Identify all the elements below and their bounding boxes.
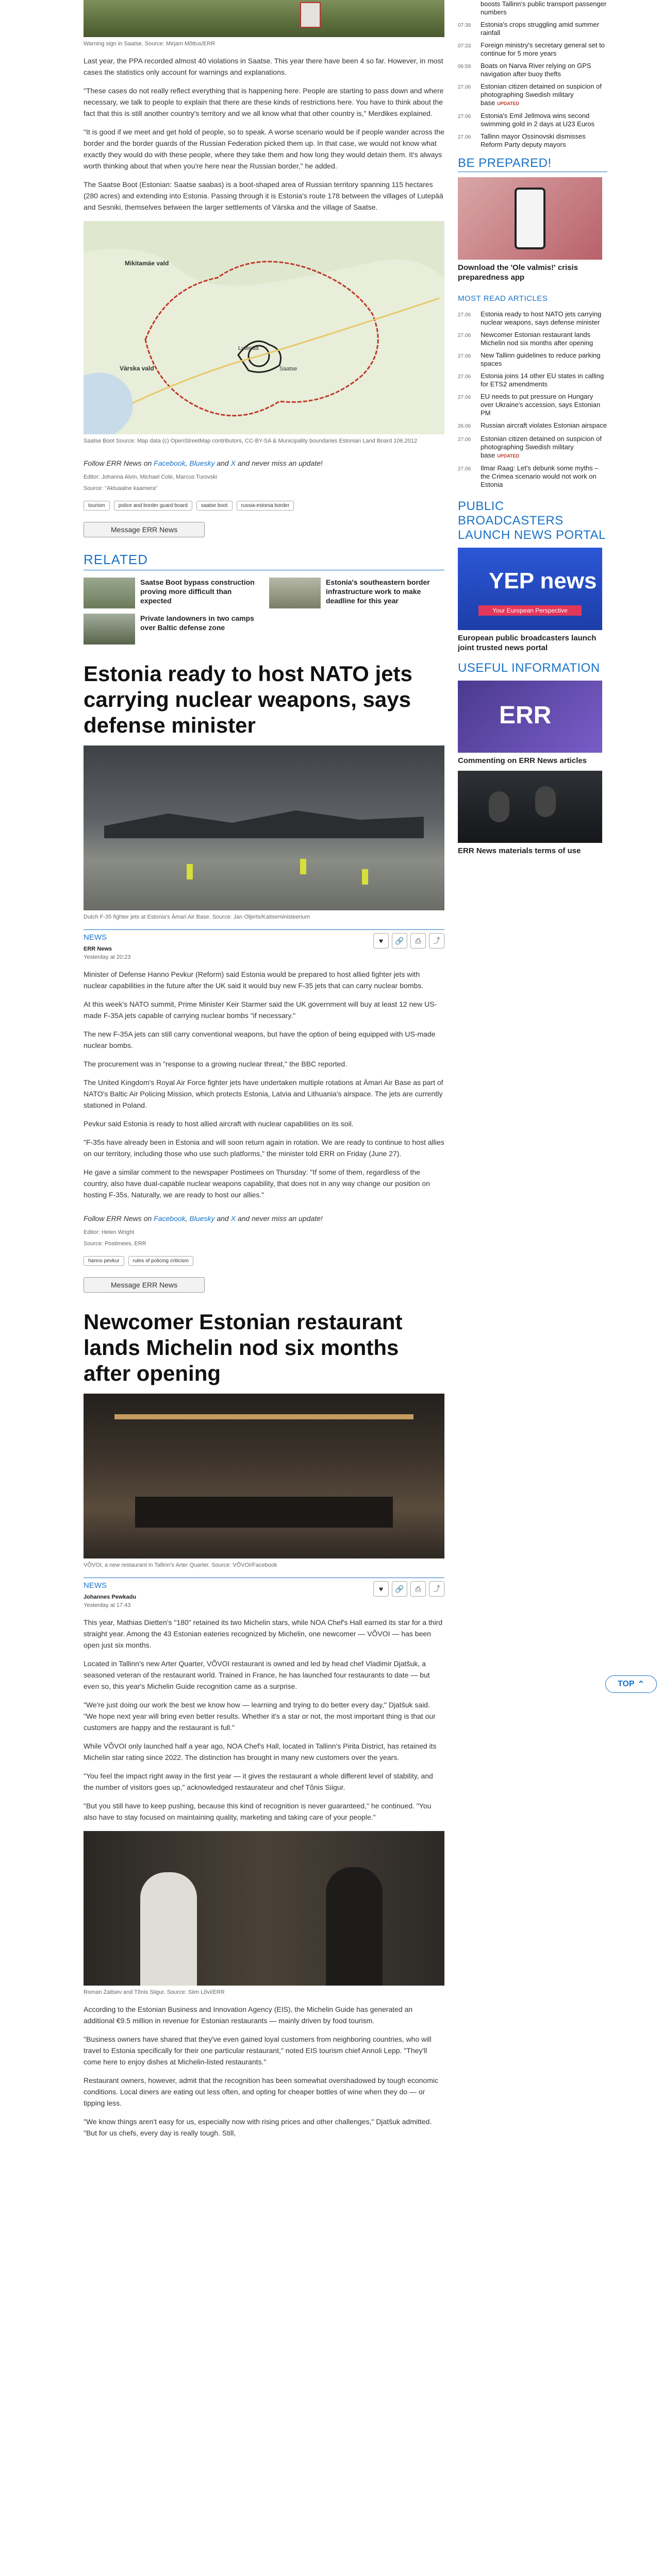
article-title[interactable]: Estonia ready to host NATO jets carrying nuclear weapons, says defense minister [84, 662, 412, 737]
paragraph: This year, Mathias Dietten's "180" retained its two Michelin stars, while NOA Chef's Hall earned its star for a third straight year. Among the 43 Estonian eateries recognized by Michelin, one newcomer — VÕVOI — has been open just six months. [84, 1618, 443, 1649]
paragraph: He gave a similar comment to the newspaper Postimees on Thursday: "If some of them, regardless of the country, also have dual-capable nuclear weapons capability, that does not in any way change our position on hosting F-35s. Naturally, we are ready to host our allies." [84, 1168, 430, 1199]
item-time: 27.06 [458, 84, 471, 90]
follow-text: and never miss an update! [235, 1214, 323, 1223]
paragraph: "We know things aren't easy for us, especially now with rising prices and other challenges," Djatšuk admitted. "But for us chefs, every day is really tough. Still, [84, 2117, 432, 2137]
facebook-link[interactable]: Facebook [154, 1214, 186, 1223]
item-title[interactable]: Estonia joins 14 other EU states in calling for ETS2 amendments [481, 372, 604, 388]
tag[interactable]: hanno pevkur [84, 1256, 124, 1266]
related-thumb [269, 578, 321, 608]
yep-logo: YEP news [489, 568, 597, 594]
most-read-heading: MOST READ ARTICLES [458, 294, 548, 303]
paragraph: "You feel the impact right away in the first year — it gives the restaurant a whole different level of stability, and the number of visitors goes up," acknowledged restaurateur and chef Tõnis Siigur. [84, 1772, 433, 1791]
link-icon[interactable]: 🔗 [392, 933, 407, 948]
public-broadcasters-heading: PUBLIC BROADCASTERS LAUNCH NEWS PORTAL [458, 499, 606, 542]
item-title[interactable]: Russian aircraft violates Estonian airspace [481, 421, 607, 429]
list-item[interactable] [458, 331, 607, 347]
sidebar [458, 0, 607, 856]
paragraph: "F-35s have already been in Estonia and will soon return again in rotation. We are ready to continue to host allies on our territory, including those who use such platforms," the minister told ERR on Friday (June 27). [84, 1138, 444, 1158]
paragraph: "We're just doing our work the best we know how — learning and trying to do better every day," Djatšuk said. "We hope next year will bring even better results. Whether it's a star or not, the most important thing is that our customers are happy and the restaurant is full." [84, 1701, 436, 1732]
related-item[interactable] [269, 578, 444, 608]
item-time: 27.06 [458, 114, 471, 120]
share-icons [373, 1581, 444, 1597]
paragraph: The procurement was in "response to a growing nuclear threat," the BBC reported. [84, 1060, 347, 1068]
chefs-photo [84, 1831, 444, 1986]
paragraph: While VÕVOI only launched half a year ago, NOA Chef's Hall, located in Tallinn's Pirita District, has retained its Michelin star rating since 2022. The distinction has brought in many new customers over the years. [84, 1742, 437, 1761]
related-item[interactable] [84, 614, 259, 645]
related-heading: RELATED [84, 552, 444, 570]
err-logo-image[interactable] [458, 681, 602, 753]
news-label[interactable]: NEWS [84, 933, 107, 942]
item-time: 27.06 [458, 466, 471, 472]
print-icon[interactable]: ⎙ [410, 1581, 426, 1597]
item-time [458, 0, 475, 16]
paragraph: According to the Estonian Business and Innovation Agency (EIS), the Michelin Guide has generated an additional €9.5 million in revenue for Estonian restaurants — mainly driven by food tourism. [84, 2005, 413, 2025]
map-svg [84, 221, 444, 434]
list-item[interactable] [458, 132, 607, 149]
facebook-link[interactable]: Facebook [154, 459, 186, 467]
public-broadcasters-title[interactable]: European public broadcasters launch joint trusted news portal [458, 634, 597, 652]
source-line: Source: "Aktuaalne kaamera" [84, 485, 158, 492]
source-line: Source: Postimees, ERR [84, 1241, 146, 1247]
item-text: Estonian citizen detained on suspicion of photographing Swedish military base [481, 435, 602, 459]
list-item[interactable] [458, 62, 607, 78]
list-item[interactable] [458, 310, 607, 327]
tag-list [84, 1256, 444, 1266]
item-time: 27.06 [458, 374, 471, 380]
item-title[interactable]: EU needs to put pressure on Hungary over Ukraine's accession, says Estonian PM [481, 393, 601, 417]
meta-left [84, 933, 130, 961]
list-item[interactable] [458, 112, 607, 128]
related-item[interactable] [84, 578, 259, 608]
list-item[interactable] [458, 41, 607, 58]
follow-text: Follow ERR News on [84, 1214, 154, 1223]
updated-badge: UPDATED [497, 453, 520, 459]
paragraph: At this week's NATO summit, Prime Minister Keir Starmer said the UK government will buy at least 12 new US-made F-35A jets capable of carrying nuclear bombs "if necessary." [84, 1000, 437, 1020]
share-icons [373, 933, 444, 948]
chevron-up-icon: ⌃ [637, 1680, 644, 1689]
related-thumb [84, 614, 135, 645]
paragraph: The new F-35A jets can still carry conventional weapons, but have the option of being equipped with US-made nuclear bombs. [84, 1030, 436, 1049]
be-prepared-heading: BE PREPARED! [458, 156, 607, 172]
paragraph: "These cases do not really reflect everything that is happening here. People are starting to pass down and where necessary, we talk to people to explain that there are these kinds of restrictions here. You have to think about the fact that this is still another country's territory and we all know what that other country is," Merdikes explained. [84, 87, 444, 117]
editor-line: Editor: Johanna Alvin, Michael Cole, Marcus Turovski [84, 474, 218, 480]
follow-separator: , [185, 1214, 190, 1223]
paragraph: The United Kingdom's Royal Air Force fighter jets have undertaken multiple rotations at Ämari Air Base as part of NATO's Baltic Air Policing Mission, which protects Estonia, Latvia and Lithuania's airspace. The jets are currently stationed in Poland. [84, 1078, 443, 1109]
list-item[interactable] [458, 372, 607, 388]
author: Johannes Pewkadu [84, 1594, 137, 1600]
heart-icon[interactable]: ♥ [373, 1581, 389, 1597]
paragraph: "But you still have to keep pushing, because this kind of recognition is never guaranteed," he continued. "You also have to stay focused on maintaining quality, marketing and taking care of your people." [84, 1802, 432, 1821]
list-item[interactable] [458, 421, 607, 431]
updated-badge: UPDATED [497, 101, 520, 106]
item-title[interactable]: boosts Tallinn's public transport passenger numbers [481, 0, 607, 16]
item-time: 27.06 [458, 353, 471, 359]
follow-text: and never miss an update! [235, 459, 323, 467]
photo-caption: Dutch F-35 fighter jets at Estonia's Ämari Air Base. Source: Jan Oljerts/Kaitseministeerium [84, 914, 310, 920]
item-time: 27.06 [458, 312, 471, 318]
item-title[interactable]: Estonia's crops struggling amid summer rainfall [481, 21, 600, 37]
item-time: 27.06 [458, 333, 471, 338]
publish-date: Yesterday at 20:23 [84, 954, 131, 960]
paragraph: Located in Tallinn's new Arter Quarter, VÕVOI restaurant is owned and led by head chef Vladimir Djatšuk, a seasoned veteran of the restaurant world. Trained in France, he has launched four restaurants to date — but even so, this year's Michelin Guide recognition came as a surprise. [84, 1659, 430, 1690]
related-thumb [84, 578, 135, 608]
x-link[interactable]: X [230, 1214, 236, 1223]
paragraph: Pevkur said Estonia is ready to host allied aircraft with nuclear capabilities on its soil. [84, 1120, 354, 1128]
list-item[interactable] [458, 393, 607, 417]
useful-info-title-2[interactable]: ERR News materials terms of use [458, 846, 581, 855]
restaurant-photo [84, 1394, 444, 1558]
item-time: 07:39 [458, 23, 471, 28]
tag[interactable]: saatse boot [196, 501, 233, 511]
useful-info-title-1[interactable]: Commenting on ERR News articles [458, 756, 587, 765]
microphones-image[interactable] [458, 771, 602, 843]
yep-tagline: Your European Perspective [478, 605, 582, 616]
bluesky-link[interactable]: Bluesky [189, 459, 215, 467]
preparedness-app-image[interactable] [458, 177, 602, 260]
item-title[interactable]: Boats on Narva River relying on GPS navigation after buoy thefts [481, 62, 591, 78]
preparedness-title[interactable]: Download the 'Ole valmis!' crisis preparedness app [458, 263, 578, 282]
related-title[interactable]: Estonia's southeastern border infrastructure work to make deadline for this year [326, 578, 430, 605]
back-to-top-button[interactable] [605, 1675, 657, 1693]
photo-caption: Warning sign in Saatse. Source: Mirjam Mõttus/ERR [84, 41, 216, 47]
item-title[interactable]: New Tallinn guidelines to reduce parking spaces [481, 351, 601, 367]
saatse-boot-map [84, 221, 444, 434]
list-item[interactable] [458, 464, 607, 489]
bluesky-link[interactable]: Bluesky [189, 1214, 215, 1223]
tag-list [84, 501, 444, 511]
item-title[interactable]: Ilmar Raag: Let's debunk some myths – the Crimea scenario would not work on Estonia [481, 464, 599, 488]
map-label: Saatse [279, 366, 297, 372]
useful-info-heading: USEFUL INFORMATION [458, 661, 600, 675]
follow-separator: and [214, 1214, 231, 1223]
item-text: Estonian citizen detained on suspicion of photographing Swedish military base [481, 82, 602, 107]
share-icon[interactable]: ⤴ [429, 1581, 444, 1597]
item-title[interactable]: Tallinn mayor Ossinovski dismisses Reform Party deputy mayors [481, 132, 586, 148]
photo-caption: Roman Zaitsev and Tõnis Siigur. Source: Siim Lõvi/ERR [84, 1989, 225, 1995]
article-title[interactable]: Newcomer Estonian restaurant lands Michelin nod six months after opening [84, 1310, 403, 1385]
map-label: Lutepää [238, 345, 259, 351]
main-column [84, 0, 444, 2139]
list-item[interactable] [458, 0, 607, 16]
article-meta [84, 929, 444, 961]
tag[interactable]: tourism [84, 501, 110, 511]
yep-news-image[interactable] [458, 548, 602, 630]
item-title[interactable] [481, 435, 607, 460]
map-caption: Saatse Boot Source: Map data (c) OpenStreetMap contributors, CC-BY-SA & Municipality boundaries Estonian Land Board 106.2012 [84, 438, 418, 444]
list-item[interactable] [458, 351, 607, 368]
paragraph: Restaurant owners, however, admit that the recognition has been somewhat overshadowed by tough economic conditions. Local diners are eating out less often, and opting for cheaper bottles of wine when they do — or tipping less. [84, 2076, 438, 2107]
related-list [84, 578, 444, 645]
list-item[interactable] [458, 82, 607, 108]
follow-separator: , [185, 459, 190, 467]
news-label[interactable]: NEWS [84, 1581, 107, 1590]
author: ERR News [84, 946, 112, 952]
photo-caption: VÕVOI, a new restaurant in Tallinn's Arter Quarter. Source: VÕVOI/Facebook [84, 1562, 277, 1568]
tag[interactable]: police and border guard board [114, 501, 192, 511]
link-icon[interactable]: 🔗 [392, 1581, 407, 1597]
warning-sign-photo [84, 0, 444, 37]
list-item[interactable] [458, 435, 607, 460]
item-title[interactable] [481, 82, 607, 108]
paragraph: "It is good if we meet and get hold of people, so to speak. A worse scenario would be if people wander across the border and the border guards of the Russian Federation picked them up. In that case, we would not know what exactly they would do with these people, where they take them and how long they would detain them. It's always worth thinking about that when you're here near the Russian border," he added. [84, 128, 444, 170]
item-time: 07:33 [458, 43, 471, 49]
most-read-list [458, 310, 607, 489]
heart-icon[interactable]: ♥ [373, 933, 389, 948]
related-title[interactable]: Private landowners in two camps over Baltic defense zone [140, 614, 254, 632]
err-logo: ERR [499, 702, 552, 729]
top-label: TOP [617, 1680, 635, 1688]
item-time: 06:59 [458, 64, 471, 70]
article-meta [84, 1578, 444, 1609]
map-label: Mikitamäe vald [125, 260, 169, 267]
message-err-button[interactable]: Message ERR News [84, 522, 205, 537]
item-title[interactable]: Estonia ready to host NATO jets carrying nuclear weapons, says defense minister [481, 310, 602, 326]
item-title[interactable]: Foreign ministry's secretary general set to continue for 5 more years [481, 41, 605, 57]
publish-date: Yesterday at 17:43 [84, 1602, 131, 1608]
message-err-button[interactable]: Message ERR News [84, 1277, 205, 1293]
paragraph: "Business owners have shared that they've even gained loyal customers from neighboring countries, who will travel to Estonia specifically for their one particular restaurant," noted EIS tourism chief Annoli Lepp. "They'll come here to enjoy dishes at Michelin-listed restaurants." [84, 2035, 432, 2066]
paragraph: The Saatse Boot (Estonian: Saatse saabas) is a boot-shaped area of Russian territory spanning 115 hectares (280 acres) and extending into Estonia. Passing through it is Estonia's route 178 between the villages of Lutepää and Sesniki, themselves between the larger settlements of Värska and the village of Saatse. [84, 180, 443, 211]
item-time: 27.06 [458, 437, 471, 443]
latest-news-list [458, 0, 607, 149]
map-label: Värska vald [120, 365, 154, 372]
paragraph: Minister of Defense Hanno Pevkur (Reform) said Estonia would be prepared to host allied fighter jets with nuclear capabilities in the future after the UK said it would buy new F-35 jets that can carry nuclear bombs. [84, 970, 424, 990]
meta-left [84, 1581, 136, 1609]
item-time: 27.06 [458, 134, 471, 140]
editor-line: Editor: Helen Wright [84, 1229, 135, 1235]
item-time: 26.06 [458, 423, 471, 429]
list-item[interactable] [458, 21, 607, 37]
follow-text: Follow ERR News on [84, 459, 154, 467]
item-title[interactable]: Estonia's Emil Jellmova wins second swimming gold in 2 days at U23 Euros [481, 112, 595, 128]
item-time: 27.06 [458, 395, 471, 400]
follow-separator: and [214, 459, 231, 467]
x-link[interactable]: X [230, 459, 236, 467]
print-icon[interactable]: ⎙ [410, 933, 426, 948]
item-title[interactable]: Newcomer Estonian restaurant lands Michelin nod six months after opening [481, 331, 593, 347]
related-title[interactable]: Saatse Boot bypass construction proving more difficult than expected [140, 578, 255, 605]
paragraph: Last year, the PPA recorded almost 40 violations in Saatse. This year there have been 4 so far. However, in most cases the statistics only account for warnings and explanations. [84, 57, 443, 76]
follow-line [84, 1213, 444, 1224]
follow-line [84, 457, 444, 469]
tag[interactable]: rules of policing criticism [128, 1256, 193, 1266]
tag[interactable]: russia-estonia border [237, 501, 294, 511]
share-icon[interactable]: ⤴ [429, 933, 444, 948]
f35-jets-photo [84, 745, 444, 910]
